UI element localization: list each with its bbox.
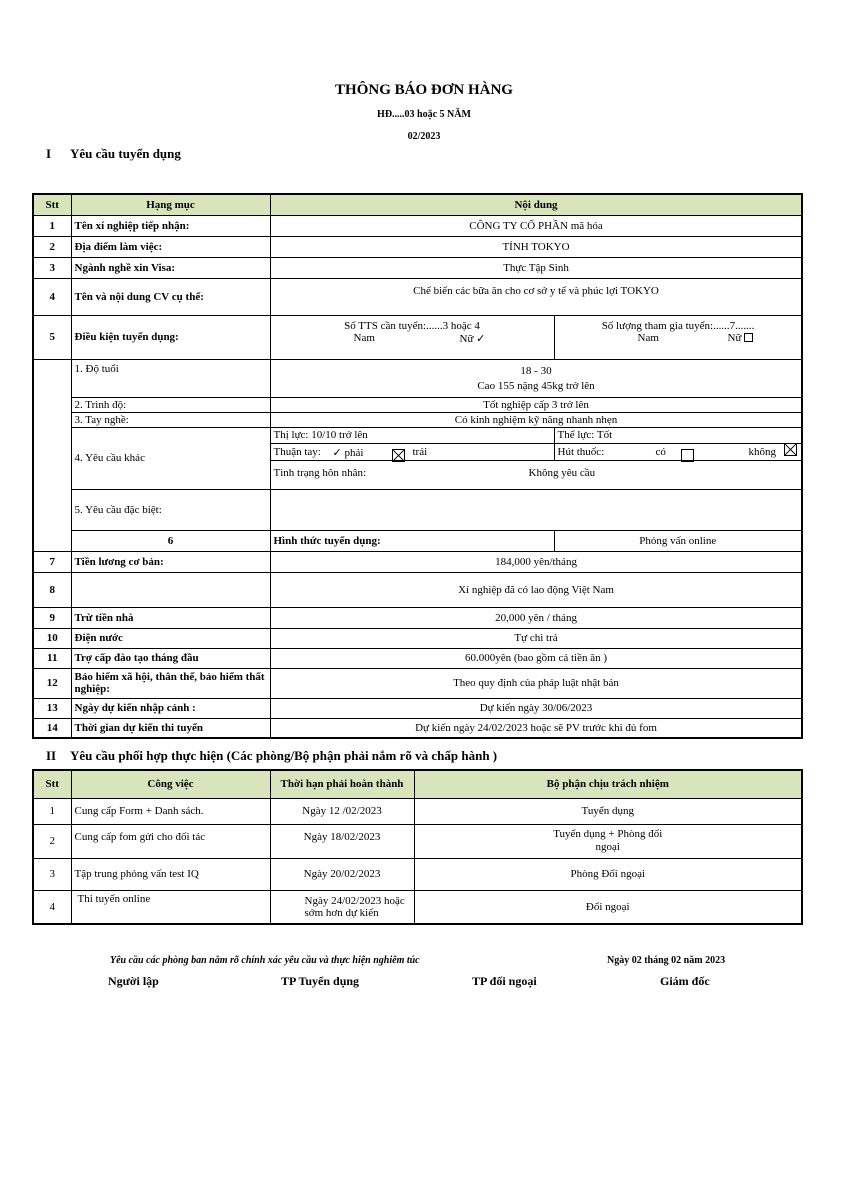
row-deadline: Ngày 12 /02/2023 (270, 798, 414, 824)
row-stt: 2 (33, 824, 71, 858)
table-row (33, 551, 802, 572)
signer-recruitment-head: TP Tuyển dụng (281, 974, 360, 988)
row-dept: Tuyển dụng (414, 798, 802, 824)
contract-term: HĐ.....03 hoặc 5 NĂM (377, 109, 471, 120)
table-row (33, 236, 802, 257)
document-title: THÔNG BÁO ĐƠN HÀNG (335, 82, 513, 98)
candidate-count-cell (554, 315, 802, 359)
col-header-stt: Stt (33, 770, 71, 798)
female-label-2-text: Nữ (727, 331, 742, 344)
row-dept: Đối ngoại (414, 890, 802, 924)
row-item: Trợ cấp đào tạo tháng đầu (71, 648, 270, 668)
trainee-count-cell (270, 315, 554, 359)
skill-label: 3. Tay nghề: (71, 412, 270, 427)
handedness-label: Thuận tay: (273, 445, 321, 458)
col-header-content: Nội dung (270, 194, 802, 215)
row-stt: 9 (33, 607, 71, 628)
row-task: Cung cấp fom gửi cho đối tác (71, 824, 270, 858)
smoking-no-label: không (748, 445, 776, 458)
row-stt: 4 (33, 890, 71, 924)
coordination-table (32, 769, 803, 925)
special-requirements-value (270, 489, 802, 530)
row-content: Tự chi trả (270, 628, 802, 648)
checkbox-icon (744, 333, 753, 342)
table-row (33, 572, 802, 607)
male-label: Nam (353, 331, 375, 344)
row-item: Tên xí nghiệp tiếp nhận: (71, 215, 270, 236)
table-row (33, 397, 802, 412)
trainee-count: Số TTS cần tuyển:......3 hoặc 4 (344, 319, 480, 332)
table-row (33, 668, 802, 698)
row-item: Tiền lương cơ bản: (71, 551, 270, 572)
checkbox-checked-icon (784, 443, 797, 456)
col-header-task: Công việc (71, 770, 270, 798)
row-stt: 12 (33, 668, 71, 698)
male-label-2: Nam (637, 331, 659, 344)
row-deadline: Ngày 20/02/2023 (270, 858, 414, 890)
row-dept: Tuyển dụng + Phòng đối ngoại (414, 824, 802, 858)
left-hand-label: trái (412, 445, 428, 458)
row-content: CÔNG TY CỔ PHẦN mã hóa (270, 215, 802, 236)
table-row (33, 359, 802, 397)
row-stt: 6 (71, 530, 270, 551)
table-row (33, 858, 802, 890)
row-item: Hình thức tuyển dụng: (270, 530, 554, 551)
row-stt: 2 (33, 236, 71, 257)
col-header-dept: Bộ phận chịu trách nhiệm (414, 770, 802, 798)
row-stt: 1 (33, 215, 71, 236)
checkbox-checked-icon (392, 449, 405, 462)
special-requirements-label: 5. Yêu cầu đặc biệt: (71, 489, 270, 530)
row-content: Dự kiến ngày 24/02/2023 hoặc sẽ PV trước khi đủ fom (270, 718, 802, 738)
row-content: Dự kiến ngày 30/06/2023 (270, 698, 802, 718)
other-requirements-cell (270, 427, 802, 489)
smoking-yes-label: có (655, 445, 666, 458)
row-item: Điều kiện tuyển dụng: (71, 315, 270, 359)
marital-label: Tình trạng hôn nhân: (273, 466, 367, 479)
table-row (33, 215, 802, 236)
row-stt: 1 (33, 798, 71, 824)
candidate-count: Số lượng tham gia tuyển:......7....... (601, 319, 755, 332)
row-content: TỈNH TOKYO (270, 236, 802, 257)
section2-heading (46, 748, 497, 764)
row-stt: 13 (33, 698, 71, 718)
row-task: Thi tuyển online (71, 890, 270, 924)
row-content: Xí nghiệp đã có lao động Việt Nam (270, 572, 802, 607)
row-stt: 11 (33, 648, 71, 668)
signer-preparer: Người lập (108, 974, 159, 988)
age-cell (270, 359, 802, 397)
marital-value: Không yêu cầu (528, 466, 596, 479)
age-value: 18 - 30 (520, 364, 552, 377)
col-header-stt: Stt (33, 194, 71, 215)
table-row (33, 648, 802, 668)
recruitment-table (32, 193, 803, 739)
row-content: Theo quy định của pháp luật nhật bản (270, 668, 802, 698)
table-row (33, 530, 802, 551)
signer-external-affairs-head: TP đối ngoại (472, 974, 537, 988)
row-content: 20,000 yên / tháng (270, 607, 802, 628)
row-content: 184,000 yên/tháng (270, 551, 802, 572)
table-row (33, 257, 802, 278)
row-stt: 4 (33, 278, 71, 315)
table-row (33, 890, 802, 924)
row-item: Địa điểm làm việc: (71, 236, 270, 257)
age-label: 1. Độ tuổi (71, 359, 270, 397)
row-content: 60.000yên (bao gồm cả tiền ăn ) (270, 648, 802, 668)
row-stt: 5 (33, 315, 71, 359)
table-row (33, 628, 802, 648)
row-item: Ngày dự kiến nhập cảnh : (71, 698, 270, 718)
col-header-deadline: Thời hạn phải hoàn thành (270, 770, 414, 798)
row-deadline: Ngày 18/02/2023 (270, 824, 414, 858)
table-row (33, 824, 802, 858)
row-stt: 3 (33, 858, 71, 890)
checkbox-icon (681, 449, 694, 462)
other-requirements-label: 4. Yêu cầu khác (71, 427, 270, 489)
row-item (71, 572, 270, 607)
table-row (33, 798, 802, 824)
row-dept: Phòng Đối ngoại (414, 858, 802, 890)
row-deadline: Ngày 24/02/2023 hoặc sớm hơn dự kiến (270, 890, 414, 924)
row-item: Bảo hiểm xã hội, thân thể, bảo hiểm thất nghiệp: (71, 668, 270, 698)
table-row (33, 412, 802, 427)
eyesight-text: Thị lực: 10/10 trở lên (273, 428, 368, 441)
row-item: Điện nước (71, 628, 270, 648)
footer-note: Yêu cầu các phòng ban nắm rõ chính xác yêu cầu và thực hiện nghiêm túc (110, 955, 420, 966)
row-item: Thời gian dự kiến thi tuyển (71, 718, 270, 738)
section1-heading (46, 146, 181, 162)
row-stt: 8 (33, 572, 71, 607)
table-row (33, 607, 802, 628)
table-row (33, 698, 802, 718)
physical-text: Thể lực: Tốt (557, 428, 613, 441)
row-content: Chế biến các bữa ăn cho cơ sở y tế và phúc lợi TOKYO (270, 278, 802, 315)
right-hand-checked: ✓ phải (332, 446, 364, 459)
section2-number: II (46, 748, 57, 763)
table-row (33, 315, 802, 359)
section2-title: Yêu cầu phối hợp thực hiện (Các phòng/Bộ phận phải nắm rõ và chấp hành ) (70, 748, 498, 763)
row-item: Ngành nghề xin Visa: (71, 257, 270, 278)
req-stt-empty (33, 359, 71, 551)
row-stt: 7 (33, 551, 71, 572)
section1-title: Yêu cầu tuyển dụng (70, 146, 181, 161)
row-item: Tên và nội dung CV cụ thể: (71, 278, 270, 315)
row-stt: 14 (33, 718, 71, 738)
row-content: Thực Tập Sinh (270, 257, 802, 278)
row-task: Cung cấp Form + Danh sách. (71, 798, 270, 824)
row-item: Trừ tiền nhà (71, 607, 270, 628)
row-stt: 10 (33, 628, 71, 648)
document-date: 02/2023 (407, 131, 441, 142)
table-row (33, 718, 802, 738)
table-row (33, 427, 802, 489)
education-label: 2. Trình độ: (71, 397, 270, 412)
table-row (33, 278, 802, 315)
footer-date: Ngày 02 tháng 02 năm 2023 (607, 955, 726, 966)
education-value: Tốt nghiệp cấp 3 trở lên (270, 397, 802, 412)
section1-number: I (46, 146, 52, 161)
table-row (33, 489, 802, 530)
col-header-item: Hạng mục (71, 194, 270, 215)
signer-director: Giám đốc (660, 974, 710, 988)
height-weight-value: Cao 155 nặng 45kg trở lên (477, 379, 595, 392)
female-label-2 (728, 332, 754, 344)
row-stt: 3 (33, 257, 71, 278)
smoking-label: Hút thuốc: (557, 445, 605, 458)
skill-value: Có kinh nghiệm kỹ năng nhanh nhẹn (270, 412, 802, 427)
row-task: Tập trung phỏng vấn test IQ (71, 858, 270, 890)
female-checked-label: Nữ ✓ (459, 332, 486, 345)
row-content: Phỏng vấn online (554, 530, 802, 551)
